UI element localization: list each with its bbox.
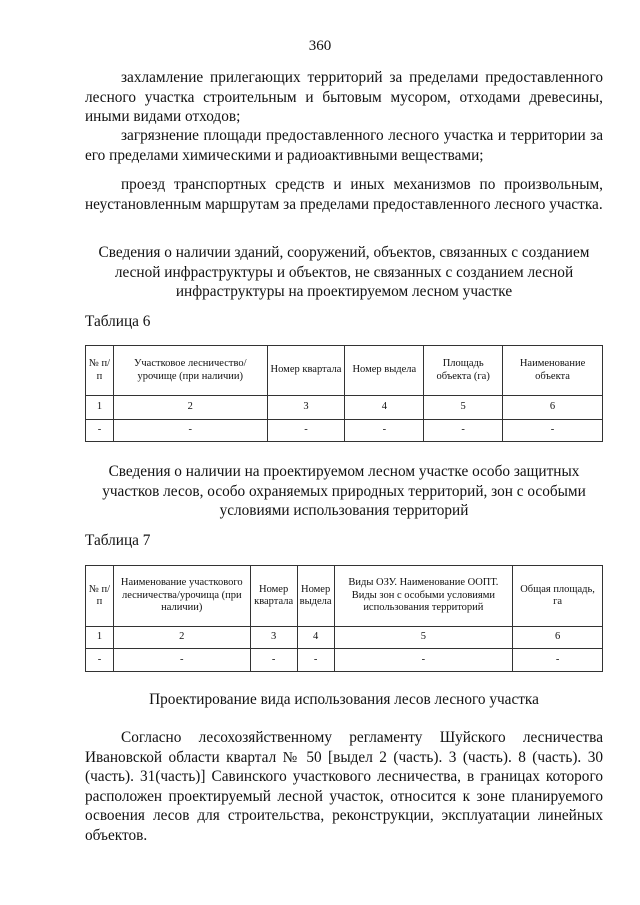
table-7 bbox=[85, 565, 603, 672]
table-header-row bbox=[86, 346, 603, 396]
cell: - bbox=[424, 420, 503, 442]
cell: 2 bbox=[113, 396, 267, 420]
cell: 4 bbox=[297, 627, 334, 649]
header-cell: Номер выдела bbox=[297, 566, 334, 627]
cell: 4 bbox=[345, 396, 424, 420]
cell: - bbox=[86, 649, 114, 672]
table-number-row bbox=[86, 627, 603, 649]
table-number-row bbox=[86, 396, 603, 420]
cell: 6 bbox=[503, 396, 603, 420]
cell: - bbox=[334, 649, 513, 672]
paragraph: загрязнение площади предоставленного лесного участка и территории за его пределами химическими и радиоактивными веществами; bbox=[85, 127, 603, 164]
cell: 3 bbox=[267, 396, 345, 420]
header-cell: № п/п bbox=[86, 566, 114, 627]
paragraph: захламление прилегающих территорий за пределами предоставленного лесного участка строительным и бытовым мусором, отходами древесины, иными видами отходов; bbox=[85, 69, 603, 125]
header-cell: № п/п bbox=[86, 346, 114, 396]
paragraph: проезд транспортных средств и иных механизмов по произвольным, неустановленным маршрутам за пределами предоставленного лесного участка. bbox=[85, 176, 603, 213]
cell: 5 bbox=[334, 627, 513, 649]
section-heading: Сведения о наличии на проектируемом лесном участке особо защитных участков лесов, особо охраняемых природных территорий, зон с особыми условиями использования территорий bbox=[102, 463, 586, 519]
cell: 5 bbox=[424, 396, 503, 420]
header-cell: Общая площадь, га bbox=[513, 566, 603, 627]
cell: - bbox=[345, 420, 424, 442]
cell: - bbox=[113, 420, 267, 442]
cell: - bbox=[250, 649, 297, 672]
cell: 1 bbox=[86, 627, 114, 649]
header-cell: Номер выдела bbox=[345, 346, 424, 396]
table-6 bbox=[85, 345, 603, 442]
cell: - bbox=[513, 649, 603, 672]
cell: - bbox=[297, 649, 334, 672]
cell: - bbox=[113, 649, 250, 672]
cell: 3 bbox=[250, 627, 297, 649]
header-cell: Наименование объекта bbox=[503, 346, 603, 396]
cell: - bbox=[503, 420, 603, 442]
cell: 2 bbox=[113, 627, 250, 649]
table-row bbox=[86, 649, 603, 672]
header-cell: Участковое лесничество/урочище (при наличии) bbox=[113, 346, 267, 396]
header-cell: Наименование участкового лесничества/урочища (при наличии) bbox=[113, 566, 250, 627]
table-header-row bbox=[86, 566, 603, 627]
paragraph: Согласно лесохозяйственному регламенту Шуйского лесничества Ивановской области квартал № 50 [выдел 2 (часть). 3 (часть). 8 (часть). 30 (часть). 31(часть)] Савинского участкового лесничества, в границах которого расположен проектируемый лесной участок, относится к зоне планируемого освоения лесов для строительства, реконструкции, эксплуатации линейных объектов. bbox=[85, 729, 603, 844]
table-row bbox=[86, 420, 603, 442]
cell: 1 bbox=[86, 396, 114, 420]
header-cell: Площадь объекта (га) bbox=[424, 346, 503, 396]
header-cell: Номер квартала bbox=[250, 566, 297, 627]
header-cell: Виды ОЗУ. Наименование ООПТ. Виды зон с особыми условиями использования территорий bbox=[334, 566, 513, 627]
table-caption: Таблица 7 bbox=[85, 532, 151, 549]
section-heading: Проектирование вида использования лесов лесного участка bbox=[149, 691, 539, 708]
cell: 6 bbox=[513, 627, 603, 649]
page-number: 360 bbox=[308, 38, 332, 54]
section-heading: Сведения о наличии зданий, сооружений, объектов, связанных с созданием лесной инфраструктуры и объектов, не связанных с созданием лесной инфраструктуры на проектируемом лесном участке bbox=[98, 244, 590, 300]
cell: - bbox=[86, 420, 114, 442]
cell: - bbox=[267, 420, 345, 442]
header-cell: Номер квартала bbox=[267, 346, 345, 396]
table-caption: Таблица 6 bbox=[85, 313, 151, 330]
